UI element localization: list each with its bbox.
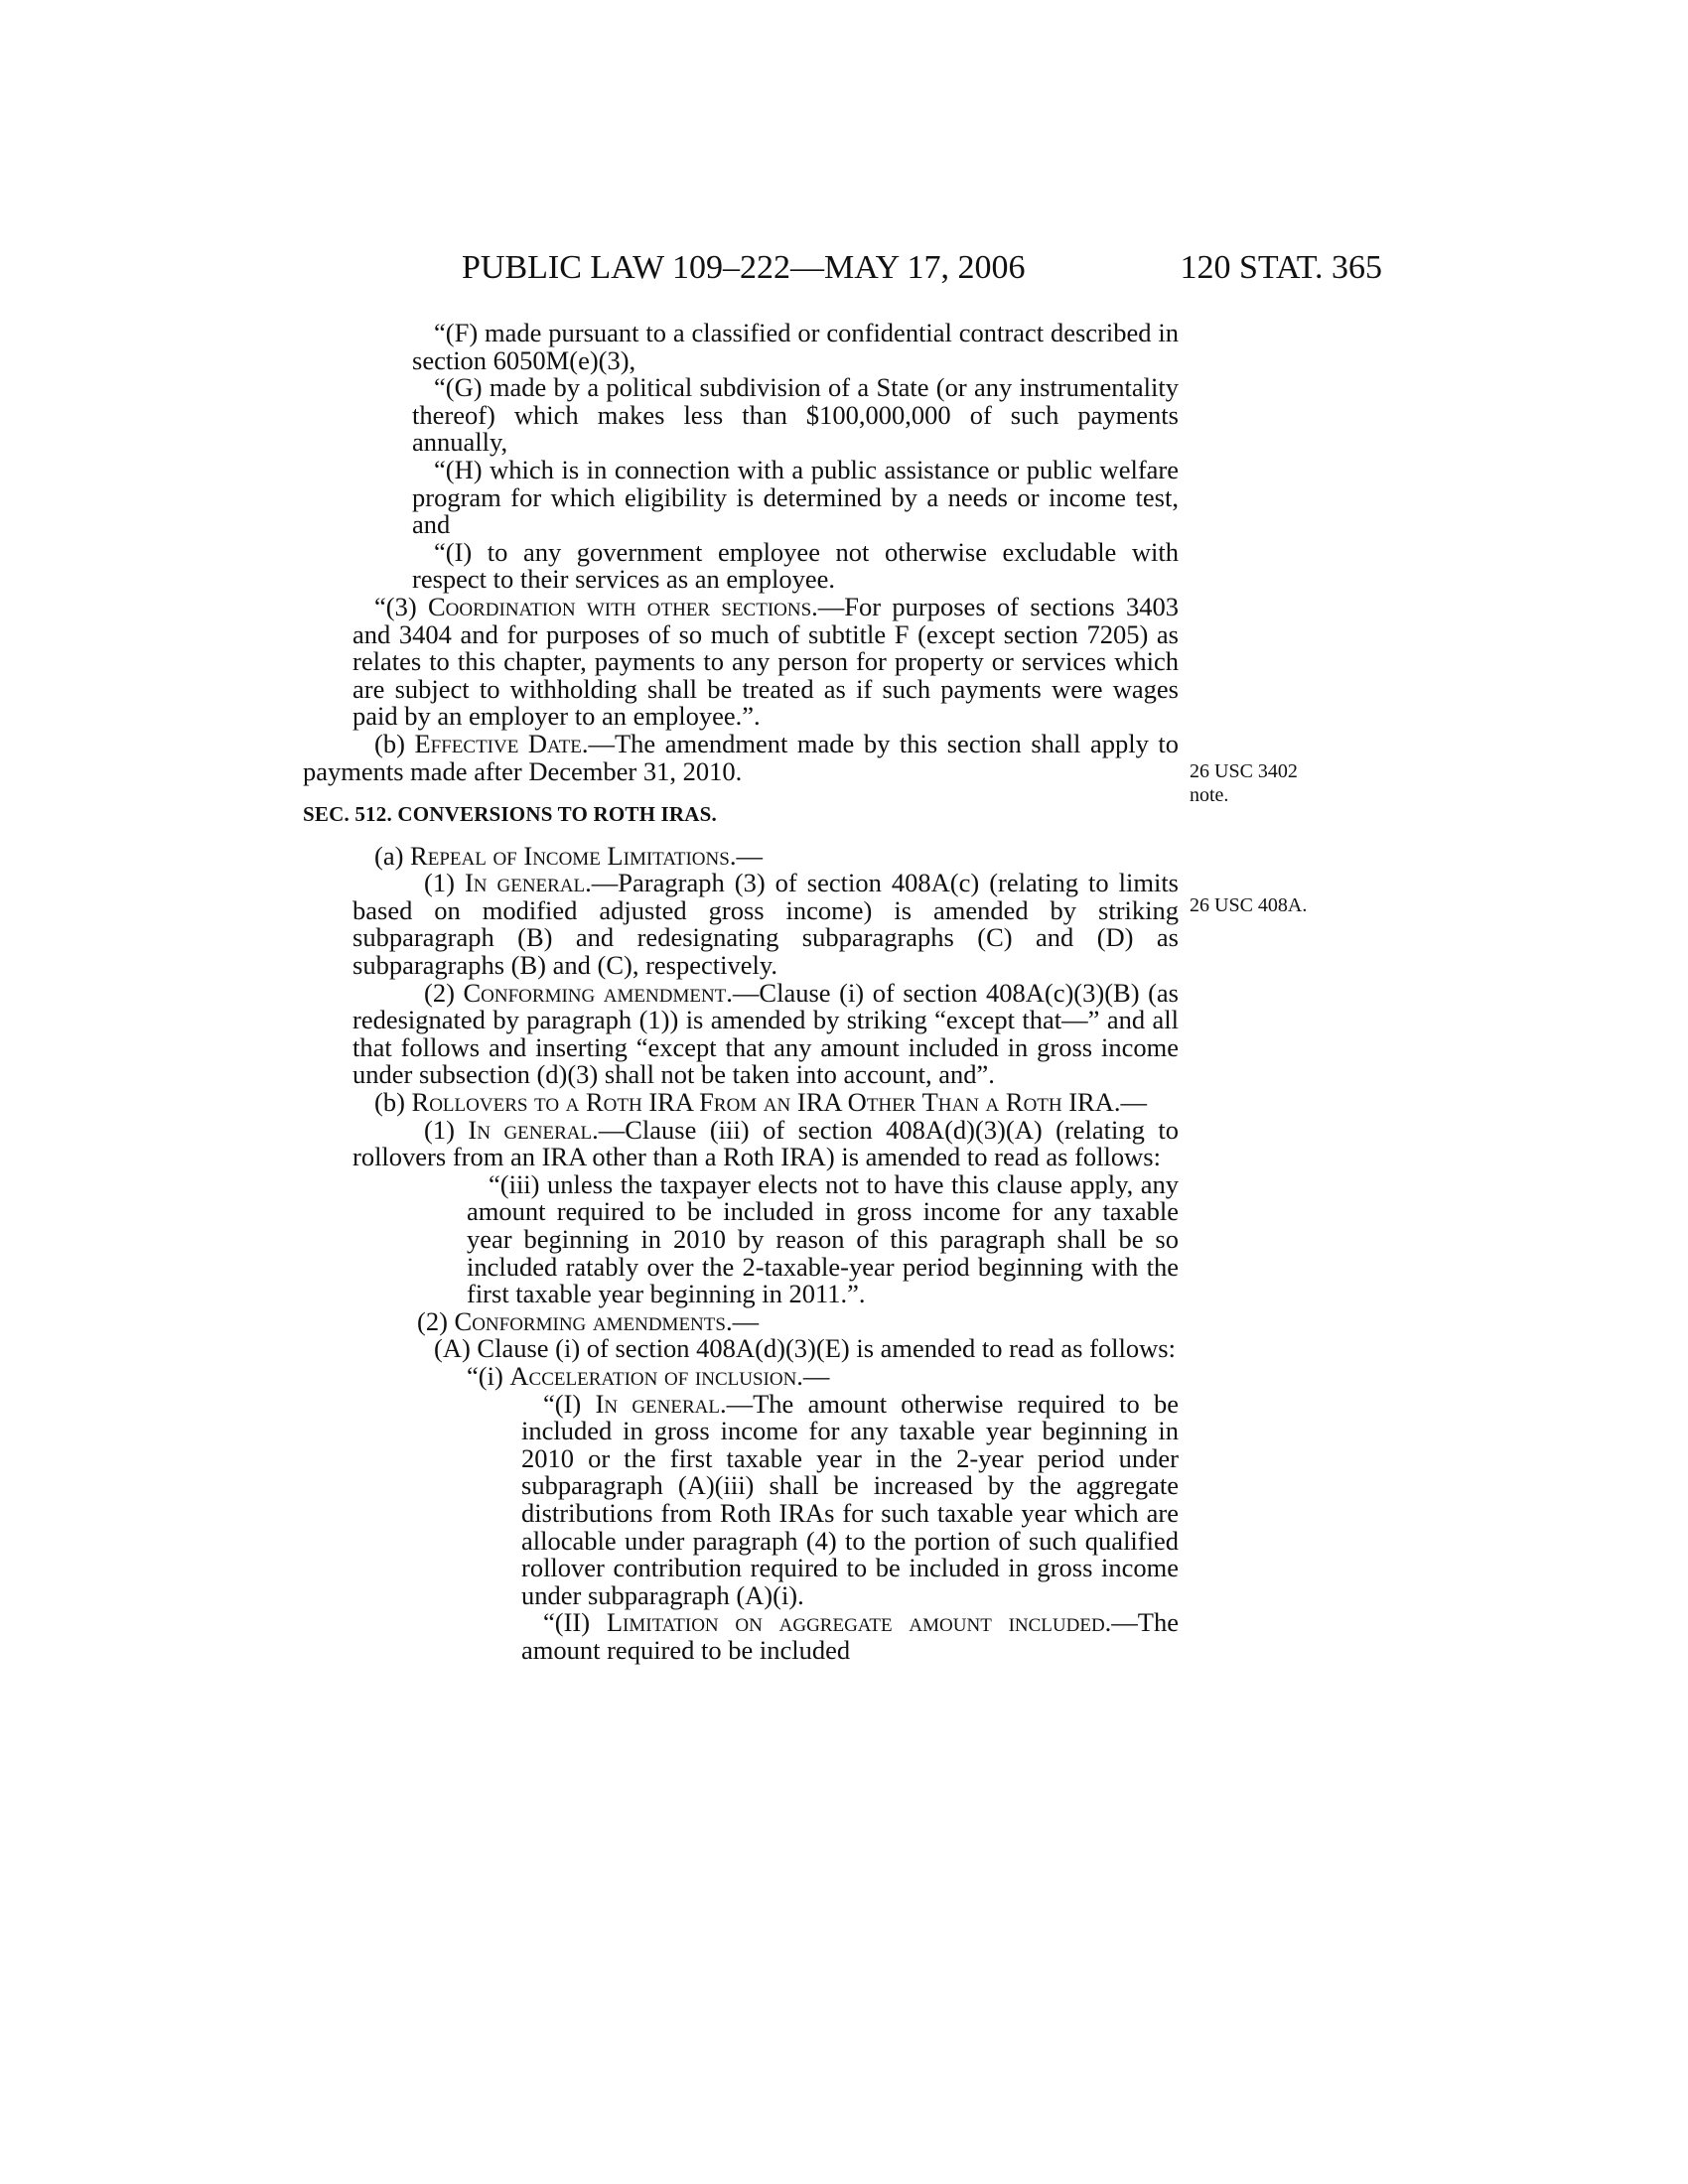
paragraph-a2-conforming: (2) Conforming amendment.—Clause (i) of section 408A(c)(3)(B) (as redesignated by paragraph (1)) is amended by striking “except that—” and all that follows and inserting “except that any amount included in gross income under subsection (d)(3) shall not be taken into account, and”. — [352, 977, 1179, 1090]
section-title: Coordination with other sections — [427, 591, 812, 621]
section-title: Limitation on aggregate amount included — [606, 1607, 1105, 1638]
paragraph-b-rollovers: (b) Rollovers to a Roth IRA From an IRA Other Than a Roth IRA.— — [374, 1087, 1147, 1118]
section-title: Repeal of Income Limitations — [410, 840, 730, 871]
paragraph-b2-conforming: (2) Conforming amendments.— — [417, 1305, 760, 1336]
stat-page-number: 120 STAT. 365 — [1180, 249, 1382, 286]
paragraph-b1-in-general: (1) In general.—Clause (iii) of section 408A(d)(3)(A) (relating to rollovers from an IRA other than a Roth IRA) is amended to read as follows: — [352, 1114, 1180, 1172]
section-title: Conforming amendment — [463, 977, 727, 1008]
section-title: Conforming amendments — [454, 1305, 726, 1336]
margin-note-usc-408a: 26 USC 408A. — [1190, 894, 1308, 916]
section-title: In general — [468, 1114, 593, 1145]
paragraph-G: “(G) made by a political subdivision of a State (or any instrumentality thereof) which makes less than $100,000,000 of such payments annually, — [412, 372, 1179, 458]
paragraph-b-effective-date: (b) Effective Date.—The amendment made by this section shall apply to payments made after December 31, 2010. — [303, 728, 1180, 786]
paragraph-3-coordination: “(3) Coordination with other sections.—For purposes of sections 3403 and 3404 and for purposes of so much of subtitle F (except section 7205) as relates to this chapter, payments to any person for property or services which are subject to withholding shall be treated as if such payments were wages paid by an employer to an employee.”. — [352, 591, 1179, 732]
section-title: Effective Date — [414, 728, 582, 758]
section-title: In general — [464, 868, 586, 898]
subclause-II-limitation: “(II) Limitation on aggregate amount included.—The amount required to be included — [521, 1607, 1179, 1665]
public-law-citation: PUBLIC LAW 109–222—MAY 17, 2006 — [462, 249, 1026, 286]
subparagraph-A: (A) Clause (i) of section 408A(d)(3)(E) is amended to read as follows: — [434, 1333, 1176, 1364]
document-body — [303, 320, 1179, 1665]
margin-note-usc-3402: 26 USC 3402 note. — [1190, 760, 1298, 806]
section-title: Rollovers to a Roth IRA From an IRA Other Than a Roth IRA — [411, 1087, 1114, 1118]
clause-i-acceleration: “(i) Acceleration of inclusion.— — [467, 1360, 830, 1391]
subclause-I-in-general: “(I) In general.—The amount otherwise required to be included in gross income for any taxable year beginning in 2010 or the first taxable year in the 2-year period under subparagraph (A)(iii) shall be increased by the aggregate distributions from Roth IRAs for such taxable year which are allocable under paragraph (4) to the portion of such qualified rollover contribution required to be included in gross income under subparagraph (A)(i). — [521, 1388, 1180, 1610]
paragraph-H: “(H) which is in connection with a public assistance or public welfare program for which eligibility is determined by a needs or income test, and — [412, 454, 1179, 540]
paragraph-a1-in-general: (1) In general.—Paragraph (3) of section 408A(c) (relating to limits based on modified adjusted gross income) is amended by striking subparagraph (B) and redesignating subparagraphs (C) and (D) as subparagraphs (B) and (C), respectively. — [352, 868, 1179, 981]
clause-iii: “(iii) unless the taxpayer elects not to have this clause apply, any amount required to be included in gross income for any taxable year beginning in 2010 by reason of this paragraph shall be so included ratably over the 2-taxable-year period beginning with the first taxable year beginning in 2011.”. — [467, 1168, 1179, 1309]
section-title: In general — [595, 1388, 720, 1419]
page-header — [298, 248, 1382, 288]
paragraph-F: “(F) made pursuant to a classified or confidential contract described in section 6050M(e)(3), — [412, 318, 1179, 375]
section-heading: SEC. 512. CONVERSIONS TO ROTH IRAS. — [303, 802, 717, 827]
paragraph-I: “(I) to any government employee not otherwise excludable with respect to their services as an employee. — [412, 536, 1179, 595]
section-title: Acceleration of inclusion — [509, 1360, 797, 1391]
paragraph-a-repeal: (a) Repeal of Income Limitations.— — [374, 840, 763, 871]
